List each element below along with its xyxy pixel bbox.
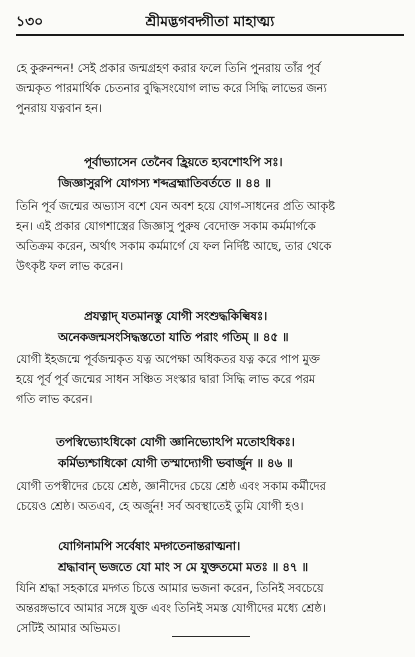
paragraph-line: অন্তরঙ্গভাবে আমার সঙ্গে যুক্ত এবং তিনিই সমস্ত যোগীদের মধ্যে শ্রেষ্ঠ। xyxy=(16,601,326,615)
paragraph-1 xyxy=(16,58,404,118)
paragraph-line: জন্মকৃত পারমার্থিক চেতনার বুদ্ধিসংযোগ লাভ করে সিদ্ধি লাভের জন্য xyxy=(16,81,327,95)
verse-line: যোগিনামপি সর্বেষাং মদ্গতেনান্তরাত্মনা। xyxy=(58,539,241,553)
running-title: শ্রীমদ্ভগবদ্গীতা মাহাত্ম্য xyxy=(145,14,275,30)
paragraph-line: যোগী তপস্বীদের চেয়ে শ্রেষ্ঠ, জ্ঞানীদের চেয়ে শ্রেষ্ঠ এবং সকাম কর্মীদের xyxy=(16,479,326,493)
paragraph-line: হয়ে পূর্ব পূর্ব জন্মের সাধন সঞ্চিত সংস্কার দ্বারা সিদ্ধি লাভ করে পরম xyxy=(16,372,316,386)
paragraph-4 xyxy=(16,476,404,516)
verse-47 xyxy=(58,536,398,578)
paragraph-line: অতিক্রম করেন, অর্থাৎ সকাম কর্মমার্গে যে ফল নির্দিষ্ট আছে, তার থেকে xyxy=(16,239,332,253)
page-header xyxy=(16,10,404,32)
verse-line: জিজ্ঞাসুরপি যোগস্য শব্দব্রহ্মাতিবর্ততে ॥ ৪৪ ॥ xyxy=(58,176,271,190)
verse-line: অনেকজন্মসংসিদ্ধস্ততো যাতি পরাং গতিম্ ॥ ৪৫ ॥ xyxy=(58,330,289,344)
verse-line: পূর্বাভ্যাসেন তেনৈব হ্রিয়তে হ্যবশোঽপি সঃ। xyxy=(84,155,283,169)
paragraph-line: যোগী ইহজন্মে পূর্বজন্মকৃত যত্ন অপেক্ষা অধিকতর যত্ন করে পাপ মুক্ত xyxy=(16,352,320,366)
paragraph-5 xyxy=(16,578,404,638)
section-end-rule xyxy=(172,636,250,637)
header-rule xyxy=(16,34,404,36)
page-number: ১৩০ xyxy=(16,14,44,30)
paragraph-line: সেটিই আমার অভিমত। xyxy=(16,621,121,635)
verse-44 xyxy=(58,152,398,194)
verse-45 xyxy=(58,306,398,348)
paragraph-line: গতি লাভ করেন। xyxy=(16,392,93,406)
verse-line: কর্মিভ্যশ্চাধিকো যোগী তস্মাদ্যোগী ভবার্জুন ॥ ৪৬ ॥ xyxy=(58,456,293,470)
paragraph-line: পুনরায় যত্নবান হন। xyxy=(16,101,102,115)
verse-line: তপস্বিভ্যোঽধিকো যোগী জ্ঞানিভ্যোঽপি মতোঽধিকঃ। xyxy=(56,435,295,449)
verse-line: শ্রদ্ধাবান্ ভজতে যো মাং স মে যুক্ততমো মতঃ ॥ ৪৭ ॥ xyxy=(58,560,308,574)
paragraph-3 xyxy=(16,349,404,409)
paragraph-line: চেয়েও শ্রেষ্ঠ। অতএব, হে অর্জুন! সর্ব অবস্থাতেই তুমি যোগী হও। xyxy=(16,499,304,513)
paragraph-line: যিনি শ্রদ্ধা সহকারে মদ্গত চিত্তে আমার ভজনা করেন, তিনিই সবচেয়ে xyxy=(16,581,324,595)
verse-46 xyxy=(58,432,398,474)
paragraph-line: হে কুরুনন্দন! সেই প্রকার জন্মগ্রহণ করার ফলে তিনি পুনরায় তাঁর পূর্ব xyxy=(16,61,321,75)
verse-line: প্রযত্নাদ্ যতমানস্তু যোগী সংশুদ্ধকিল্বিষঃ। xyxy=(84,309,268,323)
paragraph-line: তিনি পূর্ব জন্মের অভ্যাস বশে যেন অবশ হয়ে যোগ-সাধনের প্রতি আকৃষ্ট xyxy=(16,199,335,213)
paragraph-2 xyxy=(16,196,404,276)
paragraph-line: হন। এই প্রকার যোগশাস্ত্রের জিজ্ঞাসু পুরুষ বেদোক্ত সকাম কর্মমার্গকে xyxy=(16,219,316,233)
paragraph-line: উৎকৃষ্ট ফল লাভ করেন। xyxy=(16,259,124,273)
